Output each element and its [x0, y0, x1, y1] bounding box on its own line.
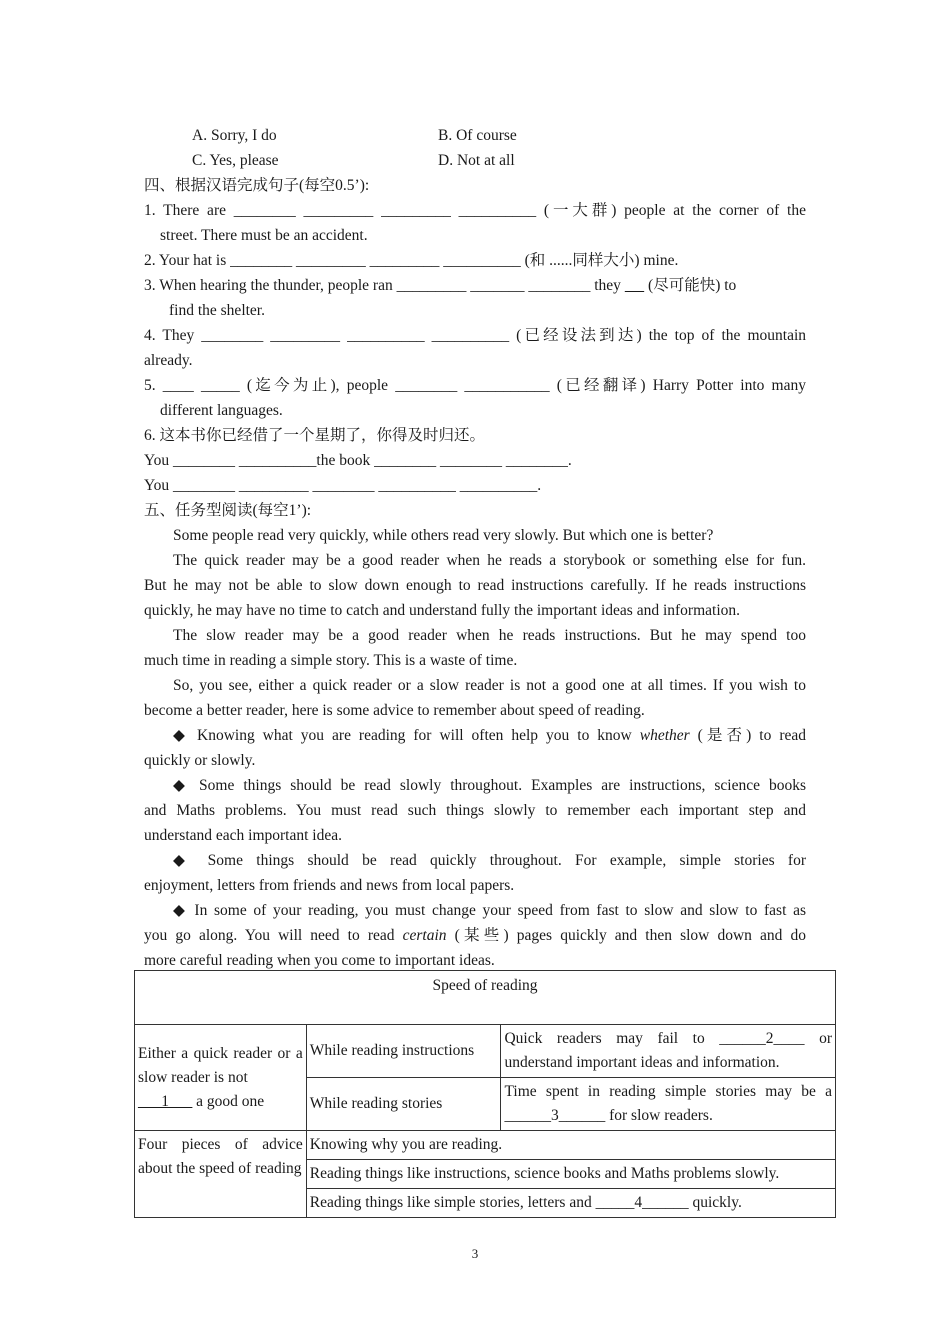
q6-line1: 6. 这本书你已经借了一个星期了，你得及时归还。	[144, 427, 486, 444]
bullet3-line2: enjoyment, letters from friends and news from local papers.	[144, 877, 515, 894]
advice-1: Knowing why you are reading.	[306, 1131, 835, 1160]
bullet1-line2: quickly or slowly.	[144, 752, 256, 769]
q5-line2: different languages.	[160, 402, 283, 419]
section4-heading: 四、根据汉语完成句子(每空0.5’):	[144, 177, 370, 194]
q6-line2: You ________ __________the book ________ ________ ________.	[144, 452, 572, 469]
p1: Some people read very quickly, while others read very slowly. But which one is better?	[173, 527, 714, 544]
bullet2-line2: and Maths problems. You must read such things slowly to remember each important step and	[144, 802, 806, 819]
option-b: B. Of course	[438, 127, 517, 144]
speed-of-reading-table	[134, 970, 836, 1218]
p2-line2: But he may not be able to slow down enough to read instructions carefully. If he reads instructions	[144, 577, 806, 594]
option-d: D. Not at all	[438, 152, 515, 169]
bullet2-line1: ◆ Some things should be read slowly throughout. Examples are instructions, science books	[173, 777, 806, 794]
blank-3-cell: Time spent in reading simple stories may be a ______3______ for slow readers.	[501, 1078, 836, 1131]
table-left-cell-1	[135, 1025, 307, 1131]
advice-3-blank-4: Reading things like simple stories, letters and _____4______ quickly.	[306, 1189, 835, 1218]
q6-line3: You ________ _________ ________ __________ __________.	[144, 477, 542, 494]
option-a: A. Sorry, I do	[192, 127, 277, 144]
p3-line1: The slow reader may be a good reader when he reads instructions. But he may spend too	[173, 627, 806, 644]
q3-line1	[144, 274, 806, 298]
bullet4-text-b: (某些) pages quickly and then slow down and do	[454, 927, 807, 944]
bullet4-line1: ◆ In some of your reading, you must change your speed from fast to slow and slow to fast as	[173, 902, 806, 919]
bullet1-line1	[173, 724, 806, 748]
p3-line2: much time in reading a simple story. This is a waste of time.	[144, 652, 518, 669]
bullet4-text-a: you go along. You will need to read	[144, 927, 395, 944]
q3-blank	[625, 277, 644, 294]
p4-line1: So, you see, either a quick reader or a slow reader is not a good one at all times. If you wish to	[173, 677, 806, 694]
q5-line1: 5. ____ _____ (迄今为止), people ________ ___________ (已经翻译) Harry Potter into many	[144, 377, 806, 394]
q3-text-b: (尽可能快) to	[644, 277, 737, 294]
bullet4-line2	[144, 924, 806, 948]
blank-1: ___1___	[138, 1092, 193, 1110]
page-number: 3	[471, 1246, 479, 1261]
section5-heading: 五、任务型阅读(每空1’):	[144, 502, 312, 519]
bullet3-line1: ◆ Some things should be read quickly throughout. For example, simple stories for	[173, 852, 806, 869]
p4-line2: become a better reader, here is some advice to remember about speed of reading.	[144, 702, 645, 719]
p2-line3: quickly, he may have no time to catch and understand fully the important ideas and information.	[144, 602, 741, 619]
bullet1-text-b: (是否) to read	[697, 727, 806, 744]
q3-line2: find the shelter.	[169, 302, 265, 319]
q1-line1: 1. There are ________ _________ _________ __________ (一大群) people at the corner of the	[144, 202, 806, 219]
left1-text: Either a quick reader or a slow reader is not	[138, 1044, 303, 1086]
q1-line2: street. There must be an accident.	[160, 227, 368, 244]
bullet2-line3: understand each important idea.	[144, 827, 342, 844]
p2-line1: The quick reader may be a good reader when he reads a storybook or something else for fun.	[173, 552, 806, 569]
q4-line2: already.	[144, 352, 193, 369]
while-instructions-cell: While reading instructions	[306, 1025, 501, 1078]
table-title: Speed of reading	[135, 971, 836, 1025]
option-c: C. Yes, please	[192, 152, 279, 169]
q3-text-a: 3. When hearing the thunder, people ran _________ _______ ________ they	[144, 277, 621, 294]
bullet4-certain: certain	[402, 927, 447, 944]
advice-2: Reading things like instructions, science books and Maths problems slowly.	[306, 1160, 835, 1189]
bullet1-whether: whether	[639, 727, 690, 744]
table-left-cell-2: Four pieces of advice about the speed of reading	[135, 1131, 307, 1218]
blank-2-cell: Quick readers may fail to ______2____ or understand important ideas and information.	[501, 1025, 836, 1078]
while-stories-cell: While reading stories	[306, 1078, 501, 1131]
q4-line1: 4. They ________ _________ __________ __________ (已经设法到达) the top of the mountain	[144, 327, 806, 344]
bullet4-line3: more careful reading when you come to important ideas.	[144, 952, 495, 969]
q2: 2. Your hat is ________ _________ _________ __________ (和 ......同样大小) mine.	[144, 252, 679, 269]
bullet1-text-a: ◆ Knowing what you are reading for will often help you to know	[173, 727, 632, 744]
left1-end: a good one	[196, 1092, 265, 1110]
